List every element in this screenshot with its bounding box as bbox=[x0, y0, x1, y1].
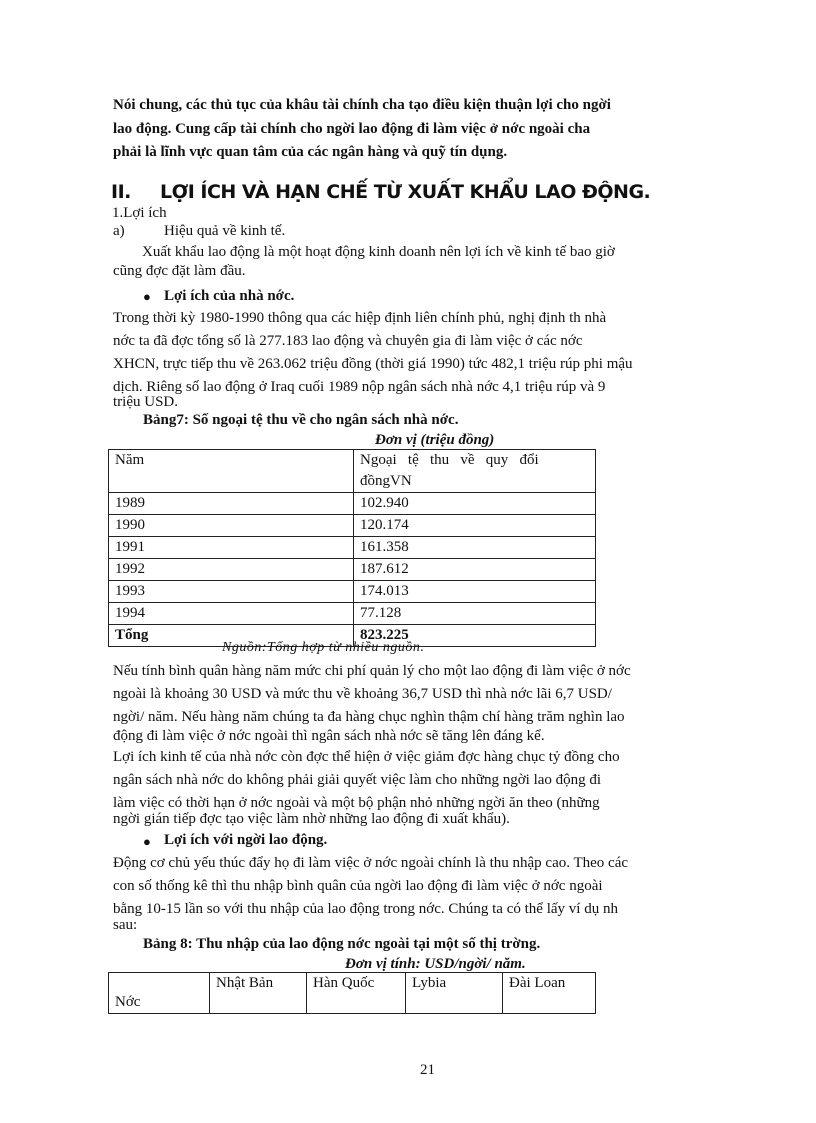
table-cell-year: 1991 bbox=[109, 537, 354, 559]
state-line-3: XHCN, trực tiếp thu về 263.062 triệu đồng (thời giá 1990) tức 482,1 triệu rúp phi mậu bbox=[113, 356, 633, 372]
para-a-line-2: cũng đợc đặt làm đầu. bbox=[113, 263, 246, 279]
table7-total-label: Tổng bbox=[109, 625, 354, 647]
table-row bbox=[109, 559, 596, 581]
table8-caption: Bảng 8: Thu nhập của lao động nớc ngoài tại một số thị trờng. bbox=[143, 936, 541, 952]
table-cell-year: 1994 bbox=[109, 603, 354, 625]
table8-col-2: Hàn Quốc bbox=[307, 973, 406, 1014]
table7-unit: Đơn vị (triệu đồng) bbox=[375, 432, 495, 448]
worker-line-4: sau: bbox=[113, 917, 138, 933]
table-cell-year: 1990 bbox=[109, 515, 354, 537]
table-cell-value: 120.174 bbox=[354, 515, 596, 537]
subsection-title: 1.Lợi ích bbox=[112, 205, 167, 221]
para-a-line-1: Xuất khẩu lao động là một hoạt động kinh doanh nên lợi ích về kinh tế bao giờ bbox=[142, 244, 615, 260]
table-row bbox=[109, 537, 596, 559]
table8-unit: Đơn vị tính: USD/ngời/ năm. bbox=[345, 956, 526, 972]
para2-line-1: Nếu tính bình quân hàng năm mức chi phí quản lý cho một lao động đi làm việc ở nớc bbox=[113, 663, 631, 679]
intro-line-2: lao động. Cung cấp tài chính cho ngời lao động đi làm việc ở nớc ngoài cha bbox=[113, 121, 591, 137]
state-line-5: triệu USD. bbox=[113, 394, 178, 410]
table-cell-value: 174.013 bbox=[354, 581, 596, 603]
bullet-icon: ● bbox=[143, 289, 151, 304]
para2-line-2: ngoài là khoảng 30 USD và mức thu về khoảng 36,7 USD thì nhà nớc lãi 6,7 USD/ bbox=[113, 686, 612, 702]
section-title: LỢI ÍCH VÀ HẠN CHẾ TỪ XUẤT KHẨU LAO ĐỘNG. bbox=[160, 181, 651, 203]
table8-row-label: Nớc bbox=[109, 973, 210, 1014]
sub-a-text: Hiệu quả về kinh tế. bbox=[164, 223, 286, 239]
state-line-2: nớc ta đã đợc tổng số là 277.183 lao động và chuyên gia đi làm việc ở các nớc bbox=[113, 333, 583, 349]
table-cell-value: 102.940 bbox=[354, 493, 596, 515]
para2-line-6: ngân sách nhà nớc do không phải giải quyết việc làm cho những ngời lao động đi bbox=[113, 772, 602, 788]
page-number: 21 bbox=[420, 1062, 435, 1078]
table8-header-row bbox=[109, 973, 596, 1014]
table7-source: Nguồn:Tổng hợp từ nhiều nguồn. bbox=[222, 640, 425, 655]
table-row bbox=[109, 515, 596, 537]
worker-line-3: bằng 10-15 lần so với thu nhập của lao động trong nớc. Chúng ta có thể lấy ví dụ nh bbox=[113, 901, 618, 917]
table8-col-1: Nhật Bản bbox=[210, 973, 307, 1014]
table-cell-value: 161.358 bbox=[354, 537, 596, 559]
table7-header-year: Năm bbox=[109, 450, 354, 493]
table-row bbox=[109, 603, 596, 625]
bullet-icon: ● bbox=[143, 834, 151, 849]
table-cell-year: 1992 bbox=[109, 559, 354, 581]
table7-caption: Bảng7: Số ngoại tệ thu về cho ngân sách nhà nớc. bbox=[143, 412, 459, 428]
table-row bbox=[109, 493, 596, 515]
table7-total-value: 823.225 bbox=[354, 625, 596, 647]
table-cell-year: 1989 bbox=[109, 493, 354, 515]
worker-benefit-heading: Lợi ích với ngời lao động. bbox=[164, 832, 328, 848]
table7-header-value bbox=[354, 450, 596, 493]
table-cell-value: 77.128 bbox=[354, 603, 596, 625]
state-line-4: dịch. Riêng số lao động ở Iraq cuối 1989 nộp ngân sách nhà nớc 4,1 triệu rúp và 9 bbox=[113, 379, 606, 395]
sub-a-label: a) bbox=[113, 223, 125, 239]
state-line-1: Trong thời kỳ 1980-1990 thông qua các hiệp định liên chính phủ, nghị định th nhà bbox=[113, 310, 607, 326]
table8 bbox=[108, 972, 596, 1014]
table8-col-3: Lybia bbox=[406, 973, 503, 1014]
intro-line-1: Nói chung, các thủ tục của khâu tài chính cha tạo điều kiện thuận lợi cho ngời bbox=[113, 97, 611, 113]
intro-line-3: phải là lĩnh vực quan tâm của các ngân hàng và quỹ tín dụng. bbox=[113, 144, 508, 160]
para2-line-3: ngời/ năm. Nếu hàng năm chúng ta đa hàng chục nghìn thậm chí hàng trăm nghìn lao bbox=[113, 709, 625, 725]
section-number: II. bbox=[111, 181, 131, 203]
para2-line-5: Lợi ích kinh tế của nhà nớc còn đợc thể hiện ở việc giảm đợc hàng chục tỷ đồng cho bbox=[113, 749, 620, 765]
state-benefit-heading: Lợi ích của nhà nớc. bbox=[164, 288, 295, 304]
table-row bbox=[109, 581, 596, 603]
table8-col-4: Đài Loan bbox=[503, 973, 596, 1014]
table7-header-value-line2: đồngVN bbox=[360, 473, 412, 489]
table7-header-row bbox=[109, 450, 596, 493]
para2-line-8: ngời gián tiếp đợc tạo việc làm nhờ những lao động đi xuất khẩu). bbox=[113, 811, 510, 827]
table-cell-year: 1993 bbox=[109, 581, 354, 603]
table7 bbox=[108, 449, 596, 647]
table7-header-value-line1: Ngoại tệ thu về quy đổi bbox=[360, 452, 539, 468]
worker-line-2: con số thống kê thì thu nhập bình quân của ngời lao động đi làm việc ở nớc ngoài bbox=[113, 878, 603, 894]
para2-line-7: làm việc có thời hạn ở nớc ngoài và một bộ phận nhỏ những ngời ăn theo (những bbox=[113, 795, 600, 811]
table-cell-value: 187.612 bbox=[354, 559, 596, 581]
worker-line-1: Động cơ chủ yếu thúc đẩy họ đi làm việc ở nớc ngoài chính là thu nhập cao. Theo các bbox=[113, 855, 629, 871]
para2-line-4: động đi làm việc ở nớc ngoài thì ngân sách nhà nớc sẽ tăng lên đáng kể. bbox=[113, 728, 545, 744]
